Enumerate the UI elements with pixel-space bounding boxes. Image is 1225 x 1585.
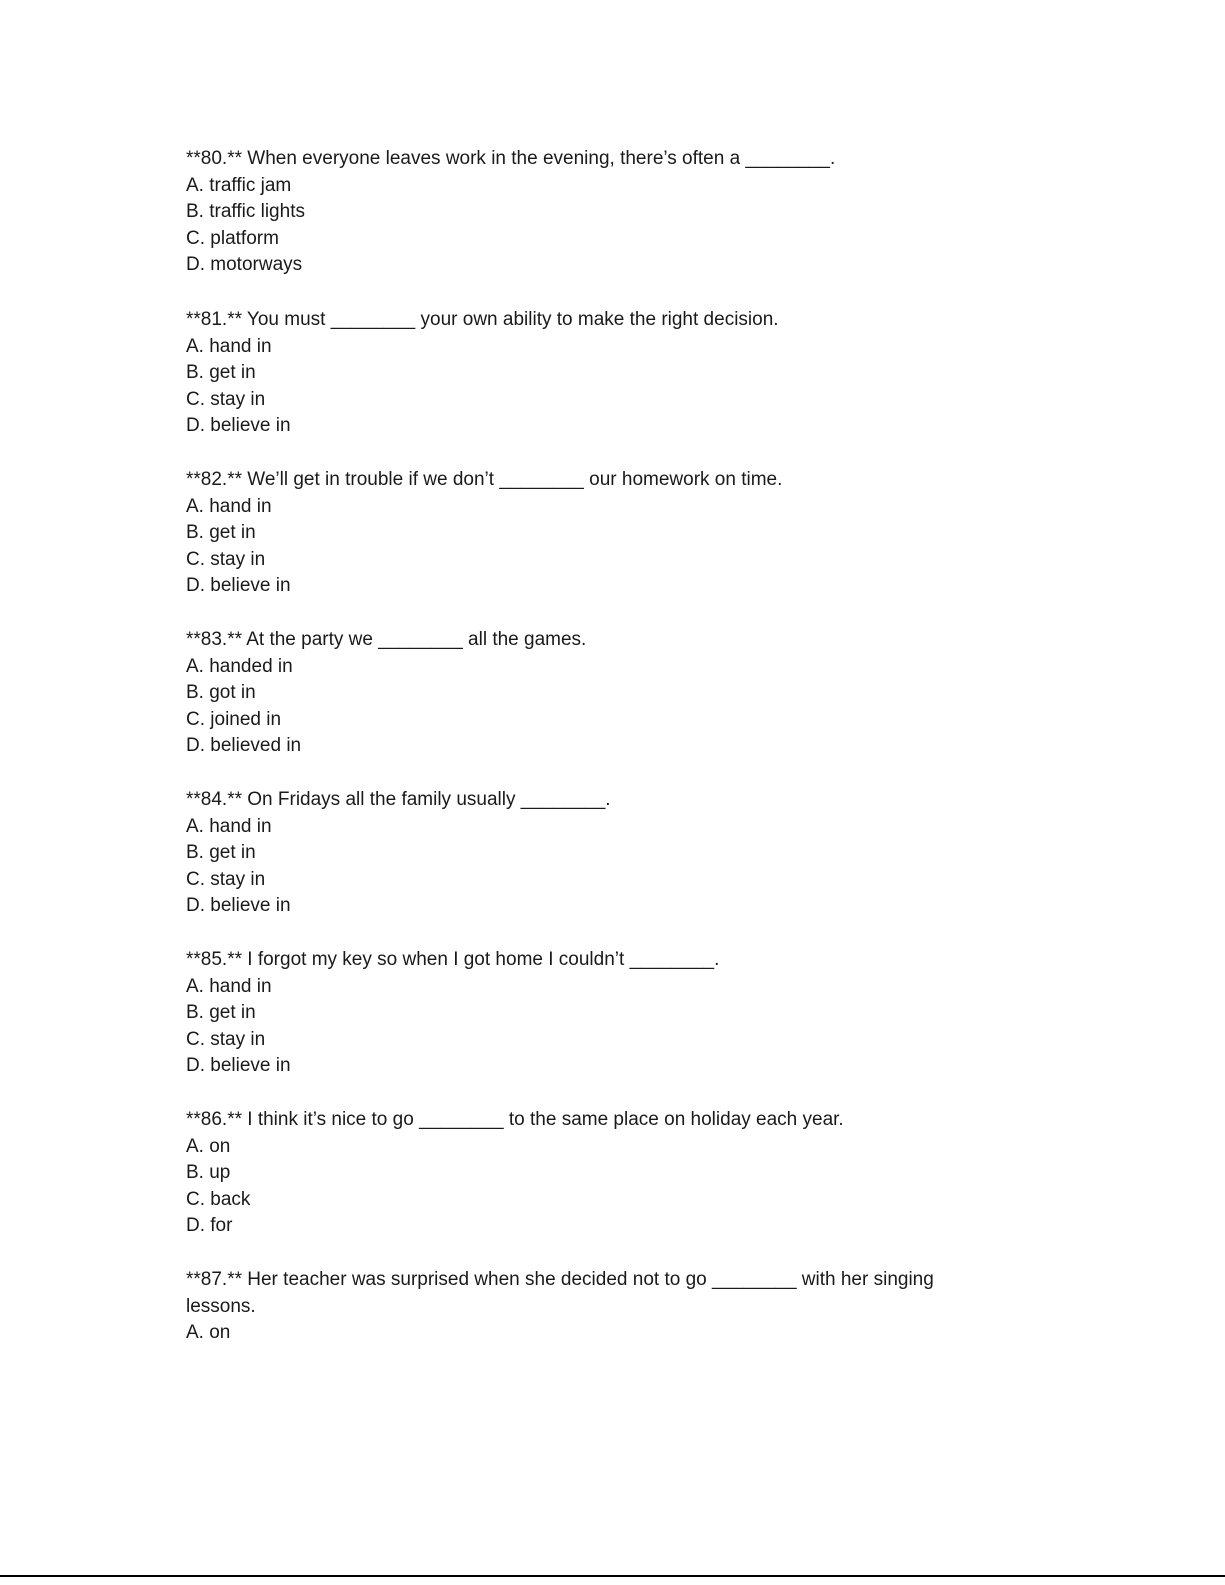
option-a: A. hand in bbox=[186, 495, 272, 517]
question-stem: **80.** When everyone leaves work in the evening, there’s often a ________. bbox=[186, 148, 836, 169]
option-b: B. got in bbox=[186, 682, 256, 703]
option-d: D. for bbox=[186, 1215, 233, 1236]
question-80 bbox=[186, 146, 1006, 279]
question-stem: **81.** You must ________ your own ability to make the right decision. bbox=[186, 309, 779, 330]
option-c: C. joined in bbox=[186, 708, 282, 730]
option-a: A. hand in bbox=[186, 815, 272, 837]
question-81 bbox=[186, 307, 1006, 440]
option-b: B. get in bbox=[186, 1002, 256, 1023]
question-stem: **87.** Her teacher was surprised when she decided not to go ________ with her singing lessons. bbox=[186, 1269, 934, 1317]
option-b: B. get in bbox=[186, 522, 256, 543]
question-82 bbox=[186, 467, 1006, 600]
option-a: A. handed in bbox=[186, 655, 293, 677]
option-c: C. stay in bbox=[186, 548, 266, 570]
option-b: B. up bbox=[186, 1162, 231, 1183]
option-c: C. back bbox=[186, 1188, 251, 1210]
question-stem: **82.** We’ll get in trouble if we don’t ________ our homework on time. bbox=[186, 469, 783, 490]
question-stem: **84.** On Fridays all the family usually ________. bbox=[186, 789, 611, 810]
question-87 bbox=[186, 1267, 1006, 1347]
question-84 bbox=[186, 787, 1006, 920]
option-a: A. hand in bbox=[186, 335, 272, 357]
option-c: C. stay in bbox=[186, 388, 266, 410]
question-85 bbox=[186, 947, 1006, 1080]
question-86 bbox=[186, 1107, 1006, 1240]
option-a: A. traffic jam bbox=[186, 174, 292, 196]
question-stem: **83.** At the party we ________ all the games. bbox=[186, 629, 587, 650]
option-d: D. believed in bbox=[186, 735, 302, 756]
option-c: C. stay in bbox=[186, 868, 266, 890]
option-d: D. believe in bbox=[186, 895, 291, 916]
option-c: C. platform bbox=[186, 227, 279, 249]
option-d: D. motorways bbox=[186, 254, 303, 275]
option-a: A. on bbox=[186, 1135, 231, 1157]
page-bottom-border bbox=[0, 1575, 1225, 1577]
option-a: A. hand in bbox=[186, 975, 272, 997]
option-d: D. believe in bbox=[186, 575, 291, 596]
option-b: B. get in bbox=[186, 362, 256, 383]
option-d: D. believe in bbox=[186, 1055, 291, 1076]
question-83 bbox=[186, 627, 1006, 760]
option-c: C. stay in bbox=[186, 1028, 266, 1050]
option-b: B. traffic lights bbox=[186, 201, 305, 222]
question-stem: **86.** I think it’s nice to go ________ to the same place on holiday each year. bbox=[186, 1109, 844, 1130]
option-b: B. get in bbox=[186, 842, 256, 863]
question-stem: **85.** I forgot my key so when I got home I couldn’t ________. bbox=[186, 949, 720, 970]
option-d: D. believe in bbox=[186, 415, 291, 436]
option-a: A. on bbox=[186, 1322, 231, 1343]
